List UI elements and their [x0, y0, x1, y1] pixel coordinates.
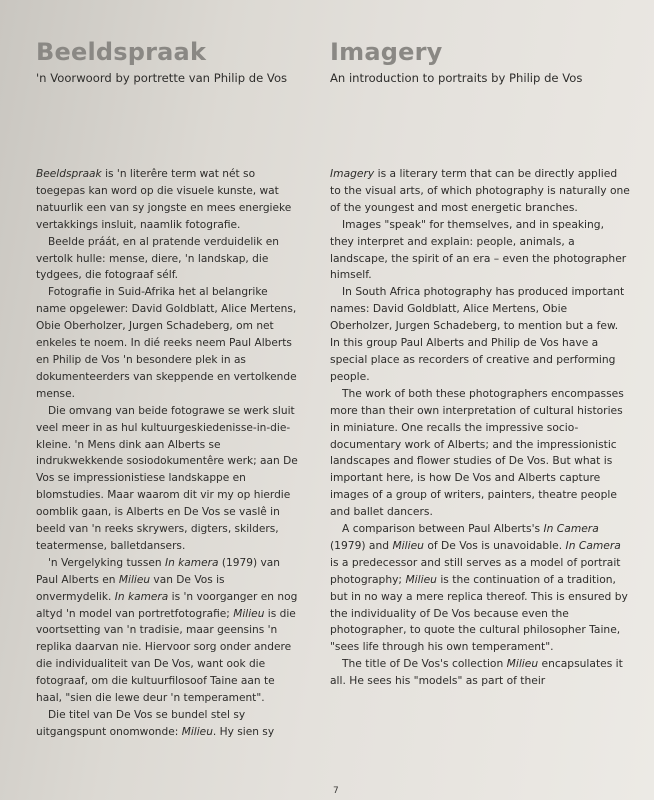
english-body: [330, 166, 630, 690]
text-segment: is 'n literêre term wat nét so toegepas kan word op die visuele kunste, wat natuurlik een van sy jongste en mees energieke vertakkings insluit, naamlik fotografie.: [36, 168, 292, 231]
text-segment: Milieu: [181, 725, 213, 738]
text-segment: van De Vos is onvermydelik.: [36, 573, 225, 603]
text-segment: The work of both these photographers encompasses more than their own interpretation of cultural histories in miniature. One recalls the impressive socio-documentary work of Alberts; and the impressionistic landscapes and flower studies of De Vos. But what is important here, is how De Vos and Alberts capture images of a group of writers, painters, theatre people and ballet dancers.: [330, 386, 624, 519]
text-segment: (1979) and: [330, 538, 393, 552]
text-segment: is 'n voorganger en nog altyd 'n model van portretfotografie;: [36, 590, 298, 620]
afrikaans-paragraph: [36, 284, 298, 402]
afrikaans-paragraph: [36, 707, 298, 741]
afrikaans-paragraph: [36, 403, 298, 555]
english-paragraph: [330, 521, 630, 656]
english-paragraph: [330, 166, 630, 217]
afrikaans-title: Beeldspraak: [36, 38, 207, 66]
text-segment: 'n Vergelyking tussen: [48, 556, 165, 569]
text-segment: Milieu: [392, 538, 424, 552]
text-segment: is a predecessor and still serves as a model of portrait photography;: [330, 555, 621, 586]
text-segment: Die omvang van beide fotograwe se werk sluit veel meer in as hul kultuurgeskiedenisse-in-die-kleine. 'n Mens dink aan Alberts se indrukwekkende sosiodokumentêre werk; aan De Vos se impressionistiese landskappe en blomstudies. Maar waarom dit vir my op hierdie oomblik gaan, is Alberts en De Vos se vaslê in beeld van 'n reeks skrywers, digters, skilders, teatermense, balletdansers.: [36, 404, 298, 552]
text-segment: Beeldspraak: [36, 168, 102, 180]
text-segment: In South Africa photography has produced important names: David Goldblatt, Alice Mertens, Obie Oberholzer, Jurgen Schadeberg, to mention but a few. In this group Paul Alberts and Philip de Vos have a special place as recorders of creative and performing people.: [330, 285, 625, 383]
text-segment: Fotografie in Suid-Afrika het al belangrike name opgelewer: David Goldblatt, Alice Mertens, Obie Oberholzer, Jurgen Schadeberg, om net enkeles te noem. In dié reeks neem Paul Alberts en Philip de Vos 'n besondere plek in as dokumenteerders van skeppende en vertolkende mense.: [36, 286, 297, 400]
english-paragraph: [330, 284, 630, 385]
text-segment: Beelde práát, en al pratende verduidelik en vertolk hulle: mense, diere, 'n landskap, die tydgees, die fotograaf sélf.: [36, 235, 279, 282]
afrikaans-body: [36, 166, 298, 741]
text-segment: A comparison between Paul Alberts's: [342, 522, 544, 536]
text-segment: is the continuation of a tradition, but in no way a mere replica thereof. This is ensured by the individuality of De Vos because even the photographer, to quote the cultural philosopher Taine, "sees life through his own temperament".: [330, 572, 628, 654]
text-segment: In Camera: [565, 538, 621, 552]
text-segment: (1979) van Paul Alberts en: [36, 556, 280, 586]
text-segment: is die voortsetting van 'n tradisie, maar geensins 'n replika daarvan nie. Hiervoor sorg onder andere die individualiteit van De Vos, want ook die fotograaf, om die kultuurfilosoof Taine aan te haal, "sien die lewe deur 'n temperament".: [36, 607, 296, 705]
english-paragraph: [330, 656, 630, 690]
text-segment: . Hy sien sy: [212, 725, 275, 738]
text-segment: encapsulates it all. He sees his "models" as part of their: [330, 657, 623, 688]
text-segment: is a literary term that can be directly applied to the visual arts, of which photography is naturally one of the youngest and most energetic branches.: [330, 167, 630, 214]
text-segment: Milieu: [118, 573, 151, 586]
text-segment: of De Vos is unavoidable.: [423, 538, 566, 552]
text-segment: Milieu: [405, 572, 437, 586]
english-paragraph: [330, 217, 630, 285]
text-segment: Images "speak" for themselves, and in speaking, they interpret and explain: people, animals, a landscape, the spirit of an era – even the photographer himself.: [330, 217, 627, 282]
text-segment: In Camera: [543, 522, 599, 536]
text-segment: In kamera: [114, 590, 169, 603]
text-segment: Imagery: [330, 167, 375, 180]
text-segment: Die titel van De Vos se bundel stel sy uitgangspunt onomwonde:: [36, 709, 246, 738]
text-segment: In kamera: [164, 556, 219, 569]
afrikaans-paragraph: [36, 234, 298, 285]
text-segment: The title of De Vos's collection: [342, 657, 507, 671]
afrikaans-subtitle: 'n Voorwoord by portrette van Philip de Vos: [36, 71, 288, 85]
english-subtitle: An introduction to portraits by Philip de Vos: [330, 71, 583, 85]
afrikaans-paragraph: [36, 555, 298, 707]
english-paragraph: [330, 386, 630, 521]
english-title: Imagery: [330, 38, 443, 66]
afrikaans-paragraph: [36, 166, 298, 234]
text-segment: Milieu: [233, 607, 265, 620]
page-number: 7: [333, 786, 339, 796]
text-segment: Milieu: [506, 657, 539, 671]
